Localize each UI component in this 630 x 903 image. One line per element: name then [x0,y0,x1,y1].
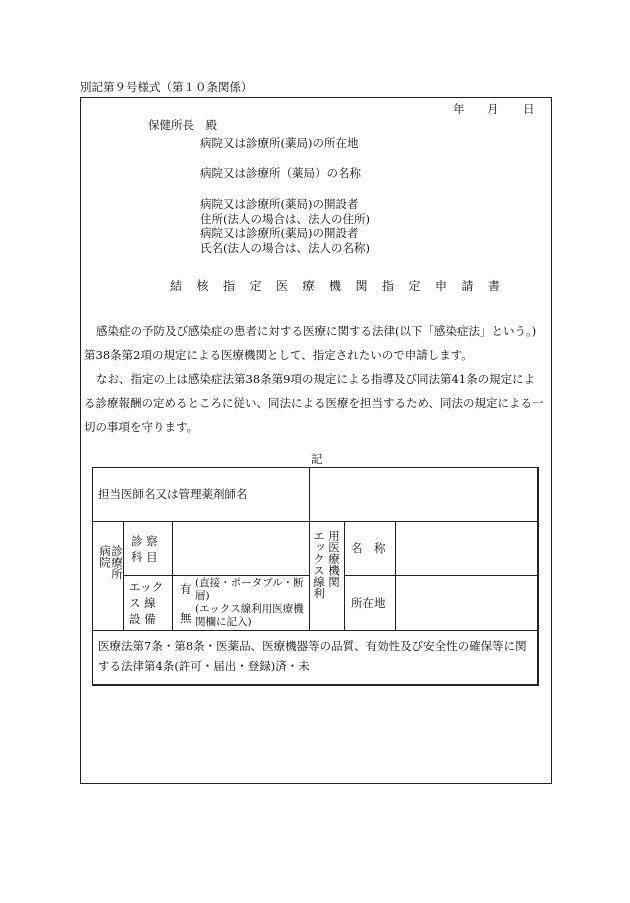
dept-value-cell [172,521,310,576]
xray-none: 無 [180,611,192,625]
xray-facility-col2: 用医療機関 [327,530,341,588]
addressee-honorific: 殿 [205,118,218,132]
applicant-founder-address-2: 住所(法人の場合は、法人の住所) [200,212,370,226]
applicant-founder-name-2: 氏名(法人の場合は、法人の名称) [200,241,370,255]
body-paragraph-2: なお、指定の上は感染症法第38条第9項の規定による指導及び同法第41条の規定による診療報酬の定めるところに従い、同法による医療を担当するため、同法の規定による一切の事項を守ります。 [84,372,544,434]
xray-facility-col1: エックス線利 [312,530,326,599]
doctor-label: 担当医師名又は管理薬剤師名 [98,487,248,501]
dept-label-2: 科 目 [131,550,158,564]
date-day: 日 [523,102,535,116]
xray-none-note: (エックス線利用医療機関欄に記入) [195,603,304,628]
applicant-facility-name: 病院又は診療所（薬局）の名称 [200,166,361,180]
applicant-founder-address-1: 病院又は診療所(薬局)の開設者 [200,197,359,211]
xray-label-3: 設 備 [129,612,156,626]
hospital-label-col1: 病院 [98,545,112,568]
body-paragraph-1: 感染症の予防及び感染症の患者に対する医療に関する法律(以下「感染症法」という。)第38条第2項の規定による医療機関として、指定されたいので申請します。 [84,324,537,362]
xray-has: 有 [180,582,192,596]
xray-label-1: エック [129,580,164,594]
name-value-cell [395,521,538,576]
name-label: 名 称 [351,541,386,555]
addressee-name: 保健所長 [148,118,194,132]
addressee [148,119,217,133]
license-text: 医療法第7条・第8条・医薬品、医療機器等の品質、有効性及び安全性の確保等に関する法律第4条(許可・届出・登録)済・未 [98,639,527,673]
address-label: 所在地 [351,596,386,610]
applicant-location: 病院又は診療所(薬局)の所在地 [200,136,359,150]
date-year: 年 [453,102,465,116]
address-value-cell [395,575,538,631]
form-number: 別記第９号様式（第１０条関係） [80,80,253,94]
date-month: 月 [487,102,499,116]
doctor-value-cell [309,467,538,522]
xray-has-note: (直接・ポータブル・断層) [195,577,304,602]
ki-label: 記 [311,452,323,466]
dept-label-1: 診 察 [131,534,158,548]
hospital-label-col2: 診療所 [110,545,124,580]
applicant-founder-name-1: 病院又は診療所(薬局)の開設者 [200,226,359,240]
xray-label-2: ス 線 [129,596,156,610]
document-title: 結核指定医療機関指定申請書 [170,279,515,293]
